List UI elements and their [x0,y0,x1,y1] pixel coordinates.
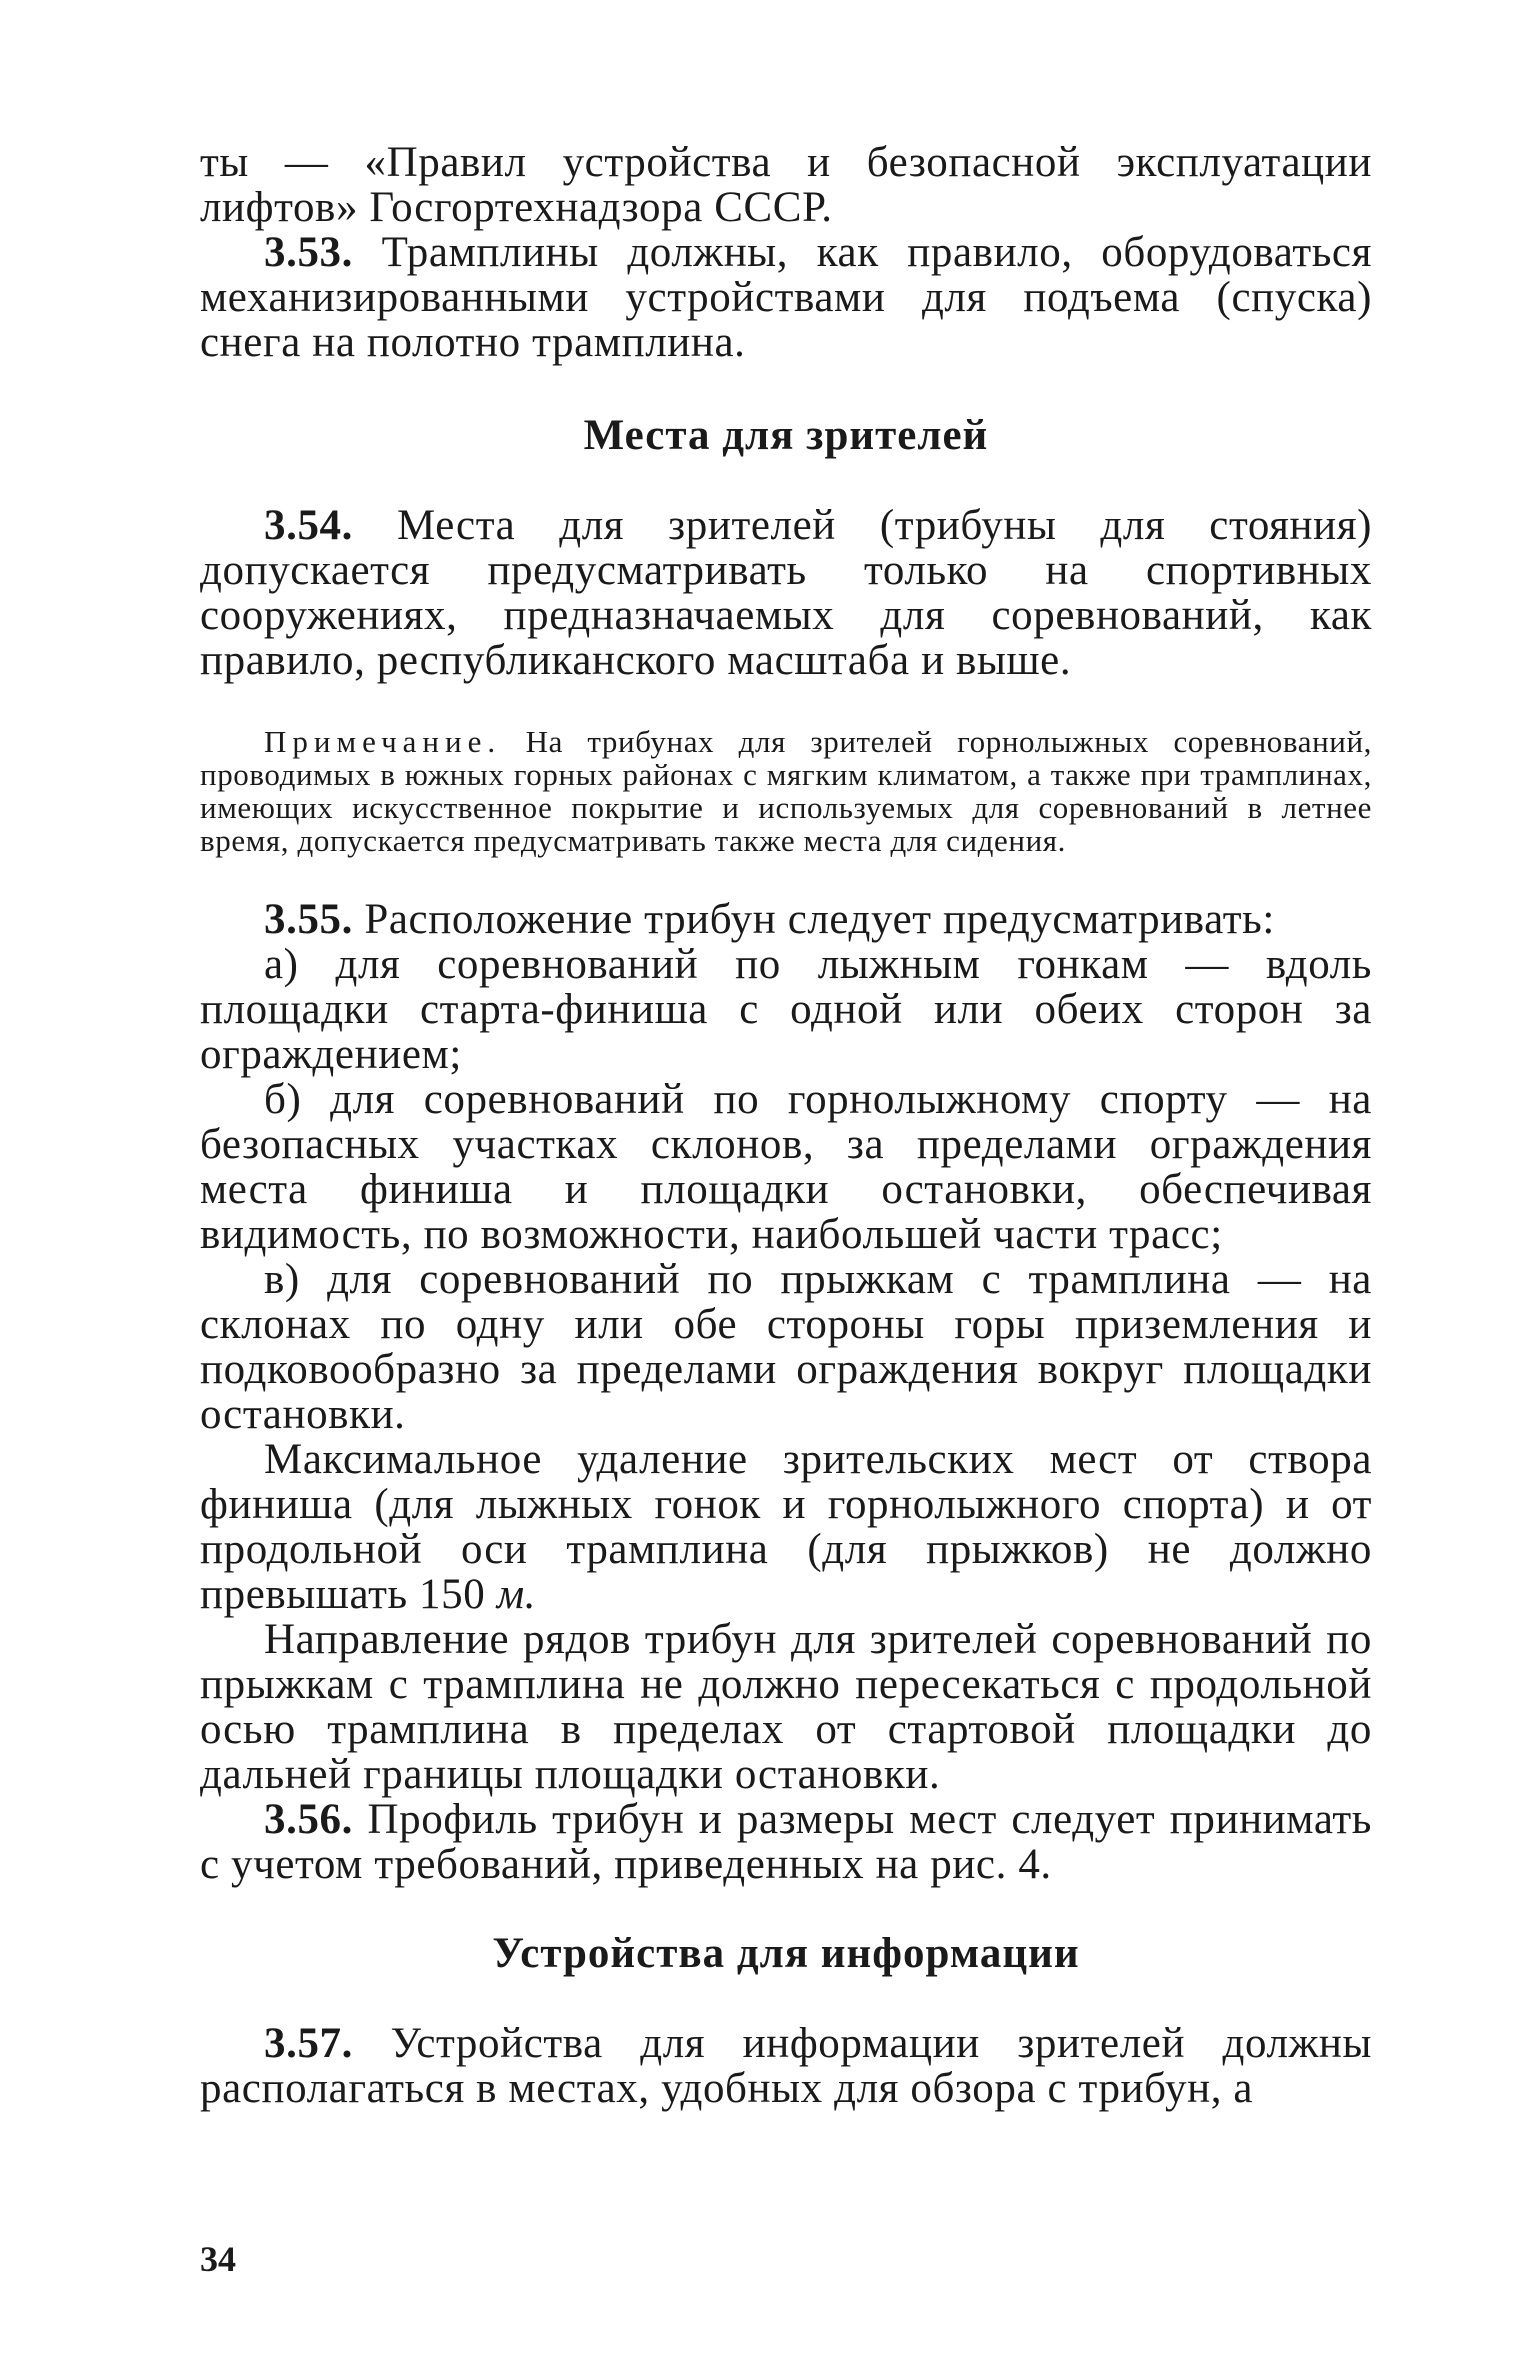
note-label: Примечание. [264,724,502,759]
clause-number: 3.57. [264,2020,353,2067]
page-body [200,140,1372,2111]
paragraph-3-53 [200,230,1372,365]
section-heading-information-devices: Устройства для информации [492,1930,1080,1977]
clause-text: Трамплины должны, как правило, оборудоваться механизированными устройствами для подъема (спуска) снега на полотно трамплина. [200,229,1372,366]
list-item-a: а) для соревнований по лыжным гонкам — вдоль площадки старта-финиша с одной или обеих сторон за ограждением; [200,941,1372,1078]
note-paragraph [200,725,1372,857]
clause-text: Расположение трибун следует предусматривать: [364,896,1275,943]
section-heading-spectator-places: Места для зрителей [583,412,989,459]
clause-number: 3.53. [264,229,353,276]
list-item-c: в) для соревнований по прыжкам с трамплина — на склонах по одну или обе стороны горы приземления и подковообразно за пределами ограждения вокруг площадки остановки. [200,1256,1372,1438]
paragraph-3-57 [200,2021,1372,2111]
paragraph-max-distance [200,1437,1372,1617]
paragraph-3-54 [200,503,1372,683]
clause-text: Устройства для информации зрителей должны располагаться в местах, удобных для обзора с трибун, а [200,2020,1372,2112]
max-distance-text: Максимальное удаление зрительских мест от створа финиша (для лыжных гонок и горнолыжного спорта) и от продольной оси трамплина (для прыжков) не должно превышать 150 [200,1436,1372,1618]
clause-text: Места для зрителей (трибуны для стояния) допускается предусматривать только на спортивных сооружениях, предназначаемых для соревнований, как правило, республиканского масштаба и выше. [200,502,1372,684]
page-number: 34 [200,2239,236,2279]
paragraph-3-56 [200,1797,1372,1887]
paragraph-row-direction: Направление рядов трибун для зрителей соревнований по прыжкам с трамплина не должно пересекаться с продольной осью трамплина в пределах от стартовой площадки до дальней границы площадки остановки. [200,1616,1372,1798]
clause-number: 3.54. [264,502,353,549]
note-text: На трибунах для зрителей горнолыжных соревнований, проводимых в южных горных районах с мягким климатом, а также при трамплинах, имеющих искусственное покрытие и используемых для соревнований в летнее время, допускается предусматривать также места для сидения. [200,724,1372,858]
paragraph-continuation: ты — «Правил устройства и безопасной эксплуатации лифтов» Госгортехнадзора СССР. [200,139,1372,231]
paragraph-3-55 [200,897,1372,942]
list-item-b: б) для соревнований по горнолыжному спорту — на безопасных участках склонов, за пределами ограждения места финиша и площадки остановки, обеспечивая видимость, по возможности, наибольшей части трасс; [200,1076,1372,1258]
clause-text: Профиль трибун и размеры мест следует принимать с учетом требований, приведенных на рис. 4. [200,1796,1372,1888]
clause-number: 3.55. [264,896,353,943]
unit-meters: м. [496,1571,537,1618]
clause-number: 3.56. [264,1796,353,1843]
